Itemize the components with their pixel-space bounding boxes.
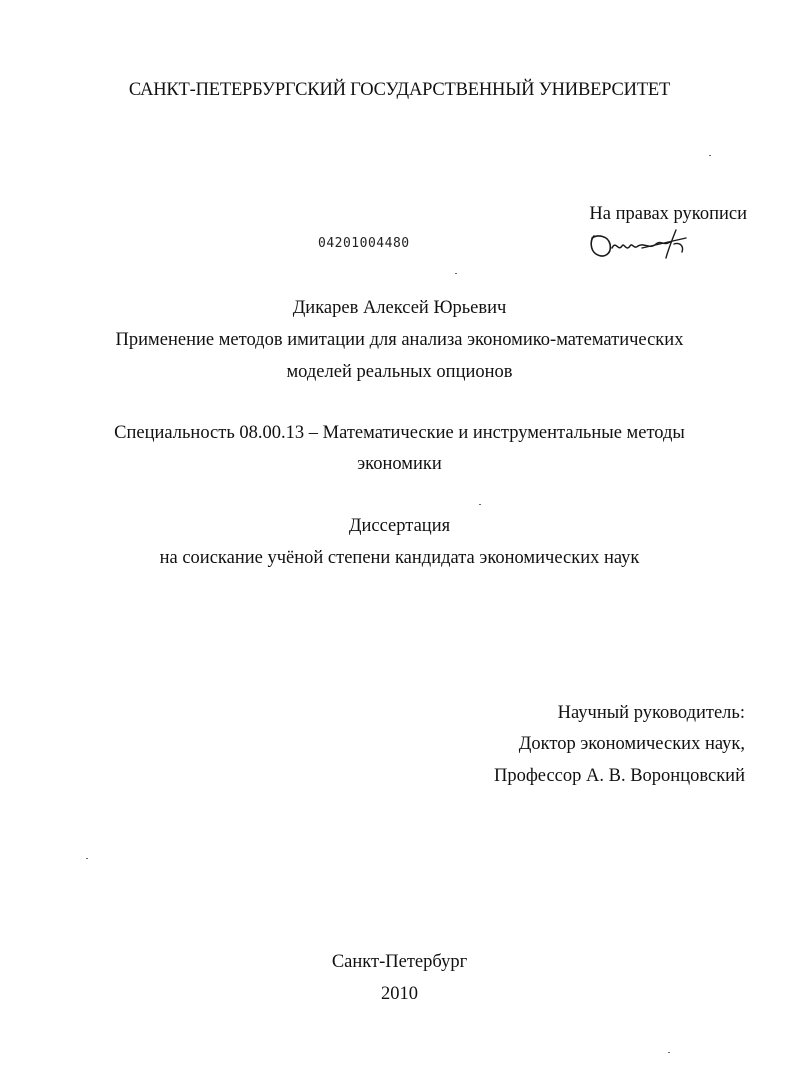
dissertation-label: Диссертация [348, 516, 451, 536]
scan-speck [668, 1052, 670, 1053]
specialty-line-2: экономики [357, 454, 442, 474]
degree-sought: на соискание учёной степени кандидата экономических наук [159, 548, 640, 568]
manuscript-rights: На правах рукописи [589, 204, 747, 224]
scan-speck [86, 858, 88, 859]
archive-stamp-number: 04201004480 [318, 236, 410, 251]
city: Санкт-Петербург [331, 952, 468, 972]
dissertation-title-line-1: Применение методов имитации для анализа экономико-математических [115, 330, 684, 350]
supervisor-label: Научный руководитель: [557, 703, 745, 723]
dissertation-title-line-2: моделей реальных опционов [286, 362, 513, 382]
specialty-line-1: Специальность 08.00.13 – Математические и инструментальные методы [114, 423, 685, 443]
supervisor-degree: Доктор экономических наук, [518, 734, 745, 754]
scan-speck [455, 273, 457, 274]
author-name: Дикарев Алексей Юрьевич [292, 298, 507, 318]
scan-speck [709, 155, 711, 156]
university-name: САНКТ-ПЕТЕРБУРГСКИЙ ГОСУДАРСТВЕННЫЙ УНИВЕРСИТЕТ [128, 80, 671, 100]
supervisor-name: Профессор А. В. Воронцовский [493, 766, 745, 786]
scan-speck [479, 504, 481, 505]
author-signature [586, 226, 690, 266]
year: 2010 [381, 984, 418, 1004]
